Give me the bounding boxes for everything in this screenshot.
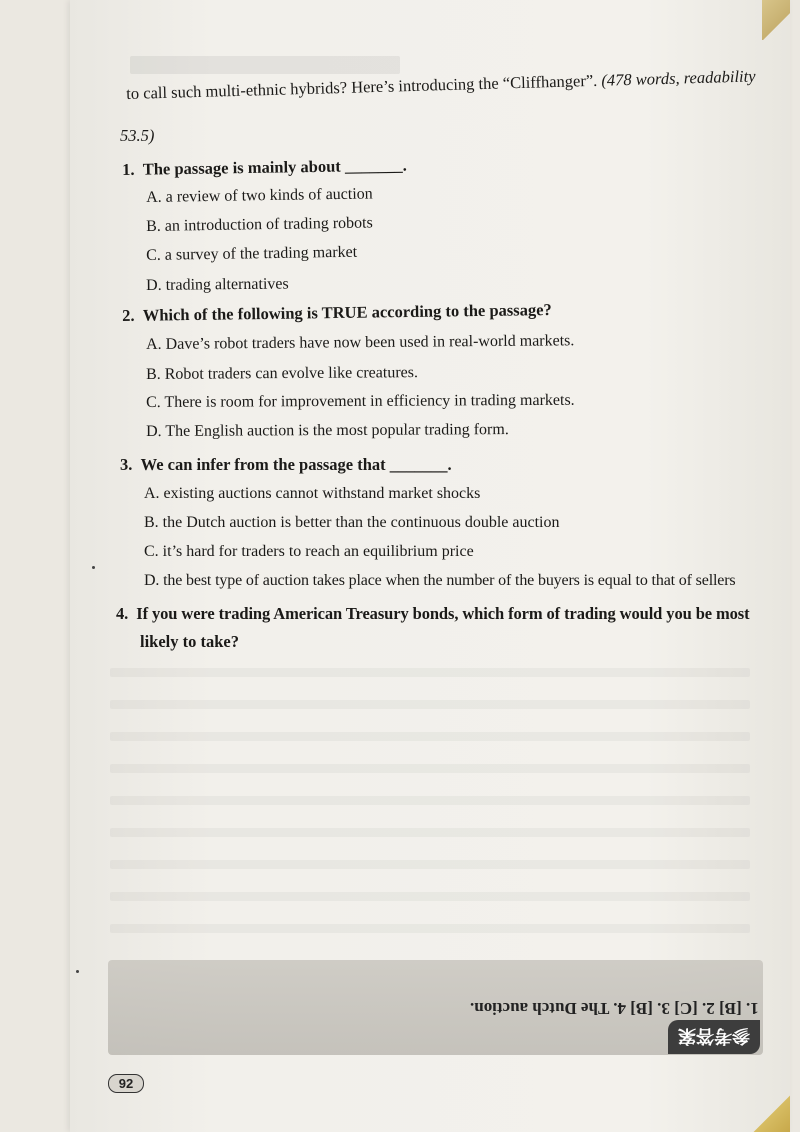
question-1-stem: The passage is mainly about _______. <box>142 155 407 179</box>
question-2-stem: Which of the following is TRUE according to the passage? <box>142 300 552 325</box>
intro-word-count: (478 words, readability <box>601 66 756 90</box>
question-1-option-b: B. an introduction of trading robots <box>146 214 373 235</box>
bleed-through-line <box>110 732 750 741</box>
bleed-through-header <box>130 56 400 74</box>
question-3-option-d: D. the best type of auction takes place when the number of the buyers is equal to that of sellers <box>144 572 736 589</box>
page-corner-fold-bottom <box>750 1092 790 1132</box>
bleed-through-line <box>110 828 750 837</box>
question-1-option-d: D. trading alternatives <box>146 275 289 294</box>
question-3-option-c: C. it’s hard for traders to reach an equilibrium price <box>144 543 474 560</box>
bleed-through-line <box>110 764 750 773</box>
question-3-option-a: A. existing auctions cannot withstand market shocks <box>144 485 481 502</box>
question-3 <box>120 455 452 475</box>
intro-line-2: 53.5) <box>120 126 155 145</box>
answer-key-text: 1. [B] 2. [C] 3. [B] 4. The Dutch auction. <box>470 999 759 1018</box>
question-2-option-c: C. There is room for improvement in efficiency in trading markets. <box>146 391 575 411</box>
question-4-stem-line-2: likely to take? <box>140 632 239 651</box>
bleed-through-line <box>110 700 750 709</box>
question-2-option-d: D. The English auction is the most popular trading form. <box>146 421 509 440</box>
question-2-number: 2. <box>122 305 135 325</box>
question-3-number: 3. <box>120 455 133 474</box>
intro-line-1: to call such multi-ethnic hybrids? Here’s introducing the “Cliffhanger”. <box>126 70 598 103</box>
question-3-stem: We can infer from the passage that _______. <box>140 455 452 474</box>
bleed-through-line <box>110 860 750 869</box>
question-1-option-a: A. a review of two kinds of auction <box>146 185 373 206</box>
question-1-number: 1. <box>122 159 135 179</box>
question-4 <box>116 604 750 624</box>
question-4-stem: If you were trading American Treasury bonds, which form of trading would you be most <box>136 604 750 623</box>
question-4-number: 4. <box>116 604 129 623</box>
question-2-option-b: B. Robot traders can evolve like creatures. <box>146 364 419 383</box>
page-number: 92 <box>108 1074 144 1093</box>
answer-key-label: 参考答案 <box>668 1020 760 1054</box>
question-1-option-c: C. a survey of the trading market <box>146 243 358 264</box>
question-2-option-a: A. Dave’s robot traders have now been used in real-world markets. <box>146 332 575 353</box>
speck <box>76 970 79 973</box>
bleed-through-line <box>110 668 750 677</box>
page-corner-fold <box>762 0 790 40</box>
bleed-through-line <box>110 892 750 901</box>
bleed-through-line <box>110 924 750 933</box>
bleed-through-line <box>110 796 750 805</box>
question-3-option-b: B. the Dutch auction is better than the continuous double auction <box>144 514 560 531</box>
speck <box>92 566 95 569</box>
